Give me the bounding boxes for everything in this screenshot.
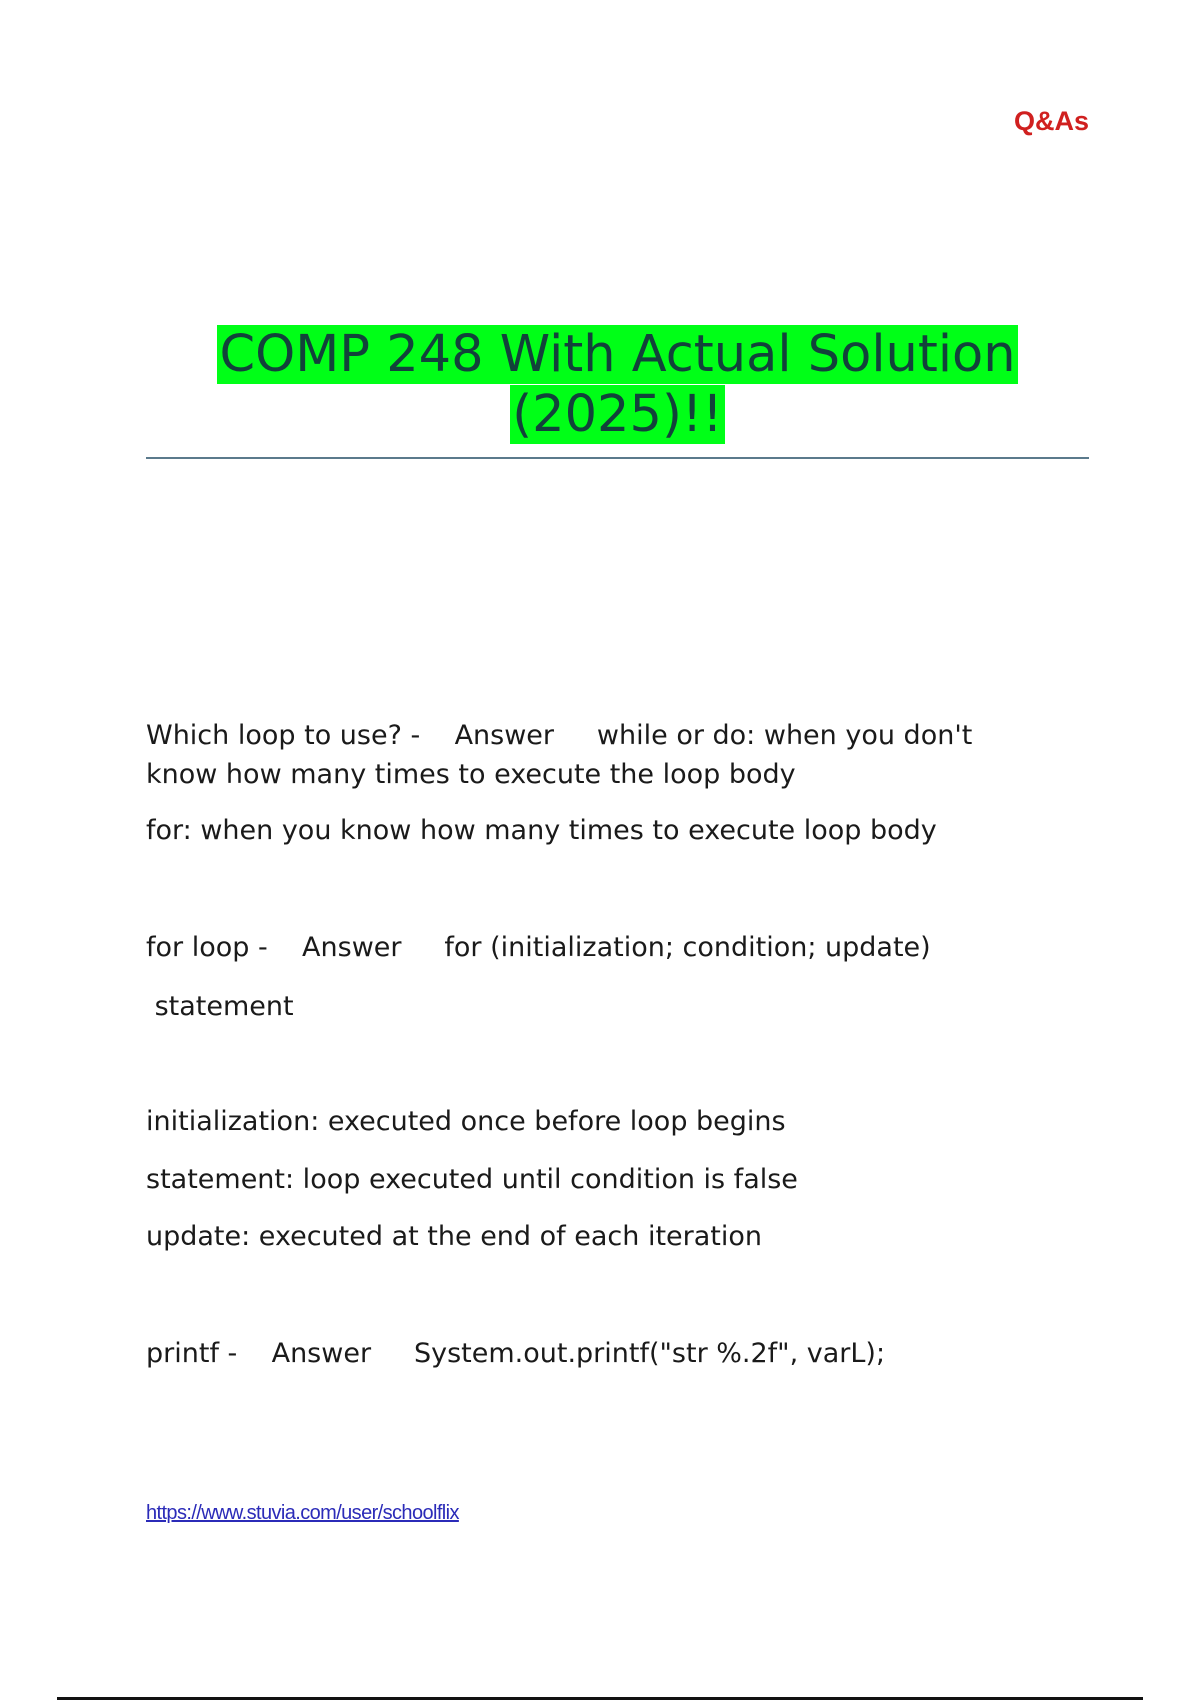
qa-question-line: for loop - Answer for (initialization; condition; update) <box>146 932 931 963</box>
page-title-line1 <box>0 325 1200 385</box>
qa-answer-line: initialization: executed once before loop begins <box>146 1106 786 1137</box>
qa-answer-line: update: executed at the end of each iteration <box>146 1221 763 1252</box>
title-divider <box>146 457 1089 459</box>
qa-answer-line: statement <box>146 991 294 1022</box>
qa-question-line: printf - Answer System.out.printf("str %.2f", varL); <box>146 1338 886 1369</box>
qa-question-line: Which loop to use? - Answer while or do: when you don't <box>146 720 973 751</box>
page-title-line2 <box>0 385 1200 445</box>
qa-answer-line: for: when you know how many times to execute loop body <box>146 815 937 846</box>
qa-answer-line: know how many times to execute the loop body <box>146 759 796 790</box>
title-highlight: COMP 248 With Actual Solution <box>219 325 1016 384</box>
title-highlight: (2025)!! <box>512 385 723 444</box>
stuvia-profile-link[interactable]: https://www.stuvia.com/user/schoolflix <box>146 1502 459 1524</box>
qa-answer-line: statement: loop executed until condition is false <box>146 1164 798 1195</box>
qas-label: Q&As <box>1013 106 1089 136</box>
